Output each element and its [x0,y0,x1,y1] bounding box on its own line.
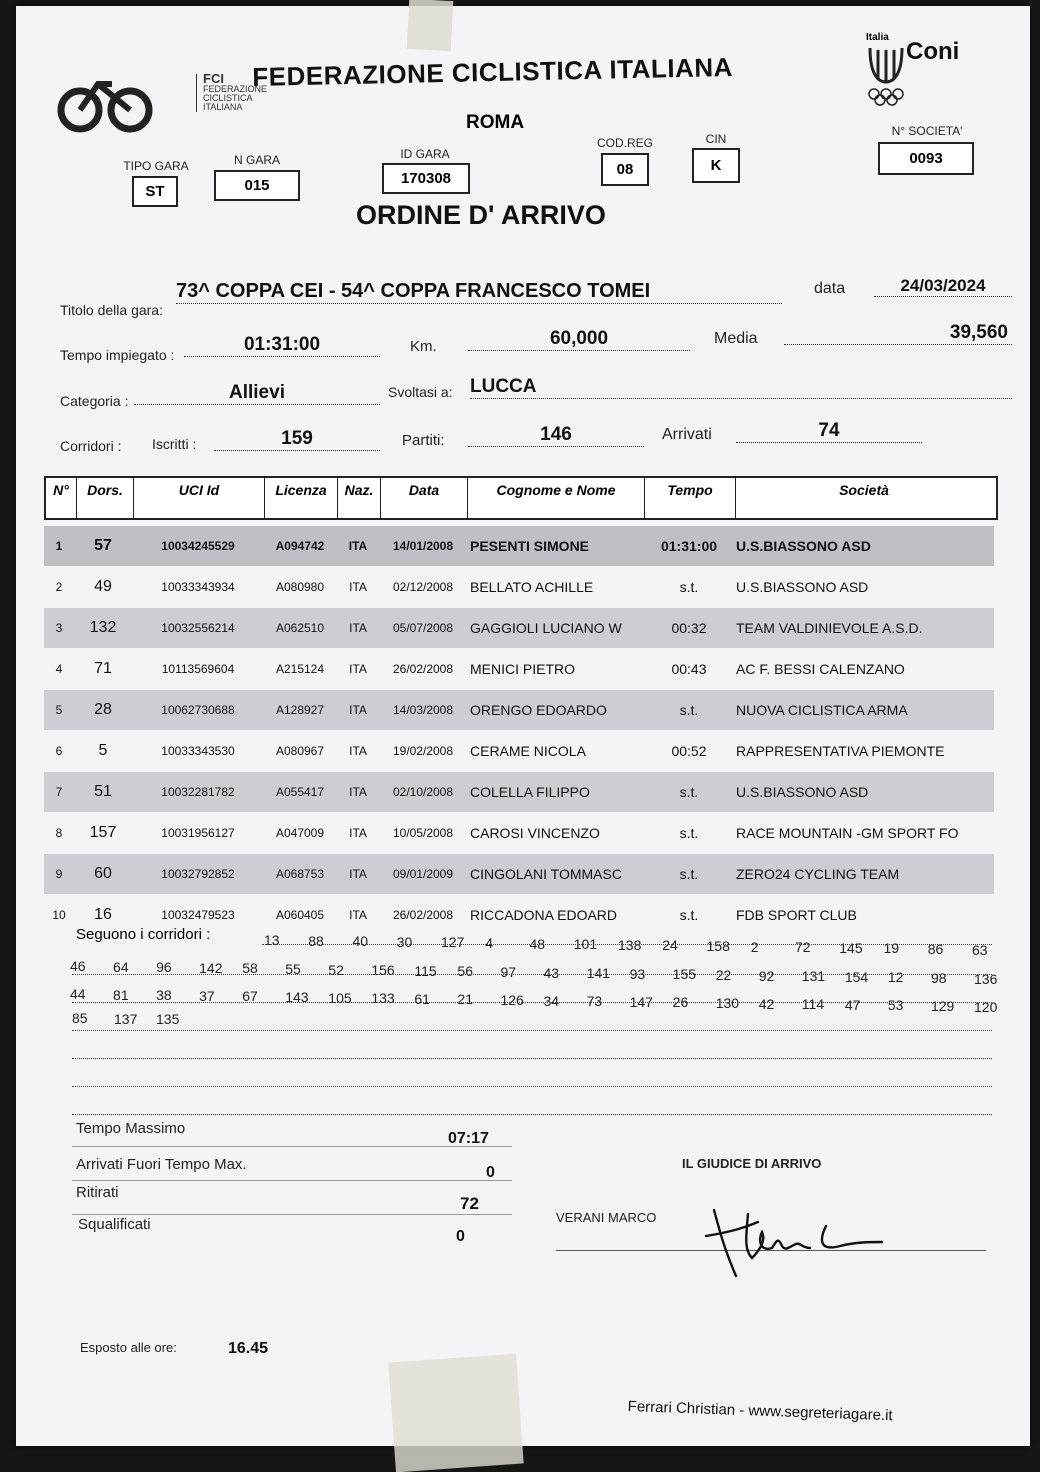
col-naz: Naz. [338,478,381,518]
following-rider-number: 19 [883,940,900,957]
societa-label: N° SOCIETA' [891,124,963,138]
cell-uci-id: 10033343530 [161,744,235,758]
cell-data: 09/01/2009 [392,867,454,881]
giudice-label: IL GIUDICE DI ARRIVO [682,1156,822,1171]
tipo-gara-box: ST [132,176,178,207]
table-row [44,526,994,566]
dotted-line-6 [72,1086,992,1087]
squalificati-value: 0 [456,1228,465,1245]
following-rider-number: 92 [758,967,775,984]
following-rider-number: 21 [457,991,473,1008]
following-rider-number: 136 [974,970,998,987]
following-rider-number: 4 [485,935,494,951]
cell-dorsal: 16 [94,906,112,923]
cell-uci-id: 10033343934 [161,580,235,594]
ritirati-label: Ritirati [76,1184,119,1201]
data-label: data [814,280,846,297]
ritirati-value: 72 [460,1194,479,1213]
following-rider-number: 85 [72,1010,88,1026]
cell-dorsal: 49 [94,578,112,595]
following-rider-number: 138 [618,936,642,953]
dotted-line-5 [72,1058,992,1059]
cell-nome: CAROSI VINCENZO [470,825,600,841]
cell-dorsal: 28 [94,701,112,718]
following-rider-number: 93 [629,965,646,982]
following-rider-number: 61 [414,990,430,1007]
arrivati-value: 74 [736,420,922,443]
cell-pos: 2 [55,580,63,594]
cell-naz: ITA [349,662,367,676]
cell-societa: NUOVA CICLISTICA ARMA [736,702,908,718]
tipo-gara-label: TIPO GARA [123,159,189,173]
cell-data: 14/03/2008 [392,703,454,717]
following-rider-number: 34 [543,992,560,1009]
col-uci-id: UCI Id [134,478,265,518]
cod-reg-label: COD.REG [596,136,653,150]
following-rider-number: 26 [672,994,689,1011]
cell-naz: ITA [349,826,367,840]
cell-tempo: 01:31:00 [660,538,718,554]
following-rider-number: 44 [70,986,86,1002]
cell-data: 26/02/2008 [392,662,454,676]
cell-pos: 1 [55,539,63,553]
col-tempo: Tempo [645,478,736,518]
following-rider-number: 24 [662,937,678,954]
media-value: 39,560 [784,322,1012,345]
cell-pos: 7 [55,785,63,799]
categoria-label: Categoria : [60,393,129,409]
dotted-line-7 [72,1114,992,1115]
cell-dorsal: 5 [98,742,108,759]
coni-logo [862,30,972,110]
dotted-line-3 [72,1002,992,1003]
tempo-max-line [72,1146,512,1147]
svolta-label: Svoltasi a: [388,384,453,400]
cell-licenza: A055417 [275,785,325,799]
cell-tempo: 00:43 [671,661,707,677]
following-rider-number: 147 [629,993,653,1010]
results-table [44,476,994,926]
tape-bottom [388,1354,523,1472]
following-rider-number: 126 [500,992,524,1008]
following-label: Seguono i corridori : [76,926,211,943]
iscritti-value: 159 [214,428,380,451]
following-rider-number: 81 [113,986,129,1003]
col-dorsal: Dors. [77,478,134,518]
id-gara-box: 170308 [382,163,470,194]
coni-italia: Italia [866,32,889,43]
following-rider-number: 22 [715,967,732,983]
cell-tempo: s.t. [679,784,699,800]
following-rider-number: 133 [371,990,395,1007]
following-rider-number: 30 [396,933,413,950]
cell-dorsal: 71 [94,660,112,677]
cell-licenza: A080967 [275,744,325,758]
ritirati-line [72,1214,512,1215]
cell-pos: 10 [52,908,66,922]
cell-tempo: s.t. [679,702,699,718]
cell-tempo: 00:32 [671,620,707,636]
id-gara-label: ID GARA [400,147,450,161]
cell-tempo: s.t. [679,825,699,841]
cell-nome: BELLATO ACHILLE [470,579,594,595]
following-rider-number: 40 [352,933,369,950]
cell-tempo: s.t. [679,866,699,882]
cell-licenza: A128927 [275,703,325,717]
data-value: 24/03/2024 [874,276,1012,297]
km-label: Km. [410,338,437,355]
tempo-max-label: Tempo Massimo [76,1120,186,1137]
cell-pos: 6 [55,744,63,758]
following-rider-number: 129 [930,998,955,1014]
following-rider-number: 43 [543,964,560,981]
cin-label: CIN [705,132,727,146]
following-rider-number: 38 [156,987,172,1004]
n-gara-box: 015 [214,170,300,201]
cell-dorsal: 60 [94,865,112,882]
following-rider-number: 46 [70,958,86,974]
following-rider-number: 101 [573,936,598,953]
city: ROMA [466,112,525,133]
media-label: Media [714,330,758,347]
dotted-line-4 [72,1030,992,1031]
cell-naz: ITA [349,621,367,635]
col-pos: N° [46,478,77,518]
following-rider-number: 142 [199,959,223,976]
titolo-value: 73^ COPPA CEI - 54^ COPPA FRANCESCO TOMEI [176,280,782,304]
tempo-label: Tempo impiegato : [60,347,175,363]
cell-pos: 3 [55,621,63,635]
cell-societa: U.S.BIASSONO ASD [736,579,869,595]
following-rider-number: 137 [114,1010,138,1027]
table-row [44,690,994,730]
following-rider-number: 42 [758,995,775,1012]
cod-reg-box: 08 [601,153,649,186]
cell-data: 05/07/2008 [392,621,454,635]
following-rider-number: 37 [199,987,215,1004]
following-rider-number: 135 [156,1011,180,1028]
coni-word: Coni [906,38,960,65]
document-title: ORDINE D' ARRIVO [356,200,606,230]
n-gara-label: N GARA [233,153,280,167]
fci-abbr: FCI [203,71,224,86]
fuori-value: 0 [486,1164,495,1181]
cell-dorsal: 157 [89,824,117,841]
dotted-line-1 [262,944,992,945]
cell-data: 19/02/2008 [392,744,454,758]
cell-data: 02/12/2008 [392,580,454,594]
cell-nome: CINGOLANI TOMMASC [470,866,622,882]
cell-uci-id: 10034245529 [161,539,235,553]
iscritti-label: Iscritti : [152,436,197,452]
squalificati-label: Squalificati [78,1216,151,1233]
cell-pos: 9 [55,867,63,881]
following-rider-number: 114 [801,996,825,1013]
table-row [44,854,994,894]
cell-uci-id: 10032792852 [161,867,235,881]
societa-box: 0093 [878,142,974,175]
cell-tempo: s.t. [679,907,699,923]
following-rider-number: 127 [441,934,465,951]
cell-naz: ITA [348,539,368,553]
cell-dorsal: 132 [89,619,117,636]
titolo-label: Titolo della gara: [60,302,163,318]
esposto-label: Esposto alle ore: [80,1340,177,1355]
cell-nome: CERAME NICOLA [470,743,586,759]
table-row [44,813,994,853]
cell-naz: ITA [349,580,367,594]
following-rider-number: 48 [529,935,546,952]
cell-naz: ITA [349,908,367,922]
arrivati-label: Arrivati [662,426,712,443]
fuori-line [72,1180,512,1181]
judge-signature [700,1202,890,1282]
cell-nome: MENICI PIETRO [470,661,576,677]
fci-logo [50,70,268,140]
cell-uci-id: 10032556214 [161,621,235,635]
cell-licenza: A062510 [275,621,325,635]
cell-nome: RICCADONA EDOARD [470,907,618,923]
cell-naz: ITA [349,744,367,758]
cell-naz: ITA [349,867,367,881]
col-licenza: Licenza [265,478,338,518]
following-rider-number: 72 [795,939,811,956]
table-header [44,476,998,520]
following-rider-number: 67 [242,988,258,1005]
cell-societa: RACE MOUNTAIN -GM SPORT FO [736,825,959,841]
cell-licenza: A215124 [275,662,325,676]
cell-pos: 5 [55,703,63,717]
following-rider-number: 47 [844,996,861,1013]
following-rider-number: 141 [586,965,610,982]
cell-data: 14/01/2008 [392,539,454,553]
fuori-label: Arrivati Fuori Tempo Max. [76,1156,247,1173]
following-rider-number: 120 [974,998,998,1015]
svolta-value: LUCCA [470,376,1012,399]
cell-societa: U.S.BIASSONO ASD [736,538,871,554]
tape-top [407,0,454,51]
coni-mark-icon [866,44,906,110]
following-rider-number: 131 [801,968,826,985]
following-rider-number: 96 [156,959,172,976]
partiti-label: Partiti: [402,432,445,449]
bicycle-icon [50,70,160,140]
categoria-value: Allievi [134,382,380,405]
cell-dorsal: 57 [94,537,112,554]
cell-data: 10/05/2008 [392,826,454,840]
cell-nome: ORENGO EDOARDO [470,702,607,718]
corridori-label: Corridori : [60,438,122,454]
cell-societa: RAPPRESENTATIVA PIEMONTE [736,743,945,759]
cell-nome: PESENTI SIMONE [470,538,590,554]
following-rider-number: 56 [457,963,473,980]
following-rider-number: 88 [308,932,324,949]
cell-nome: GAGGIOLI LUCIANO W [470,620,622,636]
cell-licenza: A068753 [275,867,325,881]
following-rider-number: 97 [500,964,517,980]
table-row [44,567,994,607]
cell-licenza: A094742 [275,539,325,553]
cell-tempo: 00:52 [671,743,707,759]
following-rider-number: 64 [113,958,129,975]
following-rider-number: 2 [750,938,759,955]
cell-pos: 4 [55,662,63,676]
col-societa: Società [839,482,889,498]
table-row [44,731,994,771]
following-rider-number: 52 [328,961,344,978]
table-row [44,772,994,812]
credit-line: Ferrari Christian - www.segreteriagare.it [627,1398,893,1425]
cell-societa: AC F. BESSI CALENZANO [736,661,905,677]
col-data: Data [381,478,468,518]
following-rider-number: 63 [972,941,988,958]
cell-tempo: s.t. [679,579,699,595]
esposto-value: 16.45 [228,1340,269,1357]
cell-data: 26/02/2008 [392,908,454,922]
partiti-value: 146 [468,424,644,447]
cell-uci-id: 10032281782 [161,785,235,799]
following-rider-number: 158 [706,938,730,954]
following-rider-number: 13 [264,932,280,948]
cell-nome: COLELLA FILIPPO [470,784,590,800]
following-rider-number: 143 [285,989,309,1005]
federation-title: FEDERAZIONE CICLISTICA ITALIANA [252,51,734,92]
table-row [44,608,994,648]
cell-uci-id: 10032479523 [161,908,235,922]
cell-naz: ITA [349,785,367,799]
cell-societa: ZERO24 CYCLING TEAM [736,866,900,882]
cell-societa: U.S.BIASSONO ASD [736,784,869,800]
cell-societa: FDB SPORT CLUB [736,907,857,923]
col-nome: Cognome e Nome [468,478,645,518]
following-rider-number: 86 [927,941,944,957]
following-rider-number: 156 [371,962,395,979]
cell-societa: TEAM VALDINIEVOLE A.S.D. [736,620,923,636]
cell-dorsal: 51 [94,783,112,800]
cell-licenza: A080980 [275,580,325,594]
following-rider-number: 58 [242,960,258,977]
table-row [44,649,994,689]
following-rider-number: 53 [887,997,904,1014]
cell-pos: 8 [55,826,63,840]
cell-licenza: A047009 [275,826,325,840]
cin-box: K [692,148,740,183]
giudice-name: VERANI MARCO [556,1210,657,1225]
cell-uci-id: 10031956127 [161,826,235,840]
tempo-max-value: 07:17 [448,1130,489,1147]
following-rider-number: 73 [586,993,603,1010]
cell-data: 02/10/2008 [392,785,454,799]
following-rider-number: 154 [844,968,869,985]
dotted-line-2 [72,974,992,975]
following-rider-number: 98 [930,970,947,986]
following-rider-number: 130 [715,995,740,1011]
fci-fullname: FEDERAZIONE CICLISTICA ITALIANA [203,84,268,112]
tempo-value: 01:31:00 [184,334,380,357]
cell-licenza: A060405 [275,908,325,922]
following-rider-number: 55 [285,961,301,977]
following-rider-number: 115 [414,962,437,979]
cell-uci-id: 10113569604 [161,662,235,676]
following-rider-number: 155 [672,966,697,983]
following-rider-number: 12 [887,969,904,986]
cell-uci-id: 10062730688 [161,703,235,717]
following-rider-number: 145 [839,939,863,956]
following-rider-number: 105 [328,989,352,1006]
km-value: 60,000 [468,328,690,351]
cell-naz: ITA [349,703,367,717]
